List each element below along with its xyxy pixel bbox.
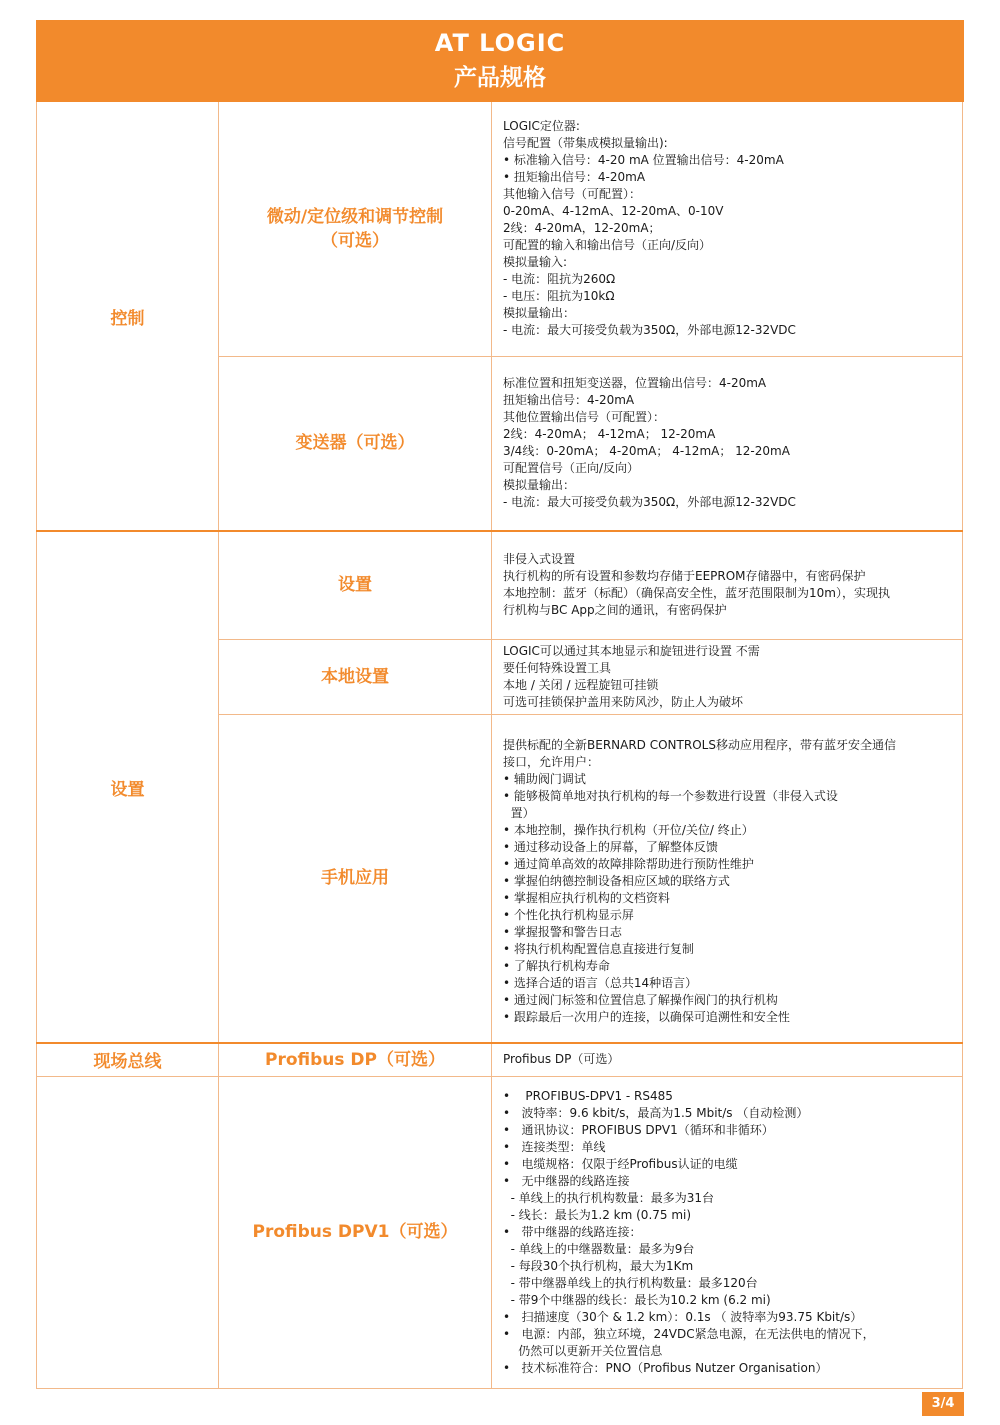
spec-lines [492,375,962,511]
spec-line: 非侵入式设置 [503,552,576,567]
spec-line: 信号配置（带集成模拟量输出): [503,136,668,151]
spec-line: • 本地控制，操作执行机构（开位/关位/ 终止） [503,822,754,837]
feature-label [219,102,492,356]
feature-label [219,1076,492,1388]
spec-cell [492,1076,963,1388]
spec-line: • 波特率：9.6 kbit/s，最高为1.5 Mbit/s （自动检测） [503,1105,809,1120]
spec-line: • 选择合适的语言（总共14种语言） [503,975,698,990]
spec-line: 可选可挂锁保护盖用来防风沙，防止人为破坏 [503,694,744,709]
spec-line: 模拟量输入: [503,255,568,270]
spec-line: • 标准输入信号：4-20 mA 位置输出信号：4-20mA [503,153,784,168]
spec-line: - 线长：最长为1.2 km (0.75 mi) [503,1207,692,1222]
spec-line: 执行机构的所有设置和参数均存储于EEPROM存储器中，有密码保护 [503,569,866,584]
spec-line: - 电压：阻抗为10kΩ [503,289,615,304]
section-label-fieldbus: 现场总线 [37,1043,219,1076]
spec-line: • 无中继器的线路连接 [503,1173,630,1188]
spec-line: 要任何特殊设置工具 [503,660,612,675]
spec-line: • 连接类型：单线 [503,1139,606,1154]
spec-line: 3/4线：0-20mA； 4-20mA； 4-12mA； 12-20mA [503,444,790,459]
spec-line: • PROFIBUS-DPV1 - RS485 [503,1088,673,1103]
feature-text: 本地设置 [321,666,389,687]
spec-lines [492,643,962,711]
page-title: 产品规格 [454,65,546,91]
spec-line: 标准位置和扭矩变送器，位置输出信号：4-20mA [503,376,767,391]
spec-line: - 电流：阻抗为260Ω [503,272,616,287]
spec-cell [492,102,963,356]
feature-label [219,356,492,531]
feature-label [219,1043,492,1076]
table-row [37,1043,963,1076]
spec-cell [492,714,963,1043]
spec-line: 本地控制：蓝牙（标配）（确保高安全性，蓝牙范围限制为10m），实现执 [503,586,890,601]
spec-line: - 单线上的中继器数量：最多为9台 [503,1241,695,1256]
page-header [36,20,964,102]
spec-lines [492,551,962,619]
feature-text: Profibus DP（可选） [264,1049,445,1070]
spec-line: 2线：4-20mA，12-20mA； [503,221,661,236]
spec-line: - 每段30个执行机构，最大为1Km [503,1258,694,1273]
table-row [37,531,963,639]
spec-line: • 掌握报警和警告日志 [503,924,622,939]
spec-line: 模拟量输出： [503,306,576,321]
table-row [37,102,963,356]
spec-line: • 带中继器的线路连接： [503,1224,642,1239]
spec-line: - 带9个中继器的线长：最长为10.2 km (6.2 mi) [503,1292,771,1307]
spec-line: • 能够极简单地对执行机构的每一个参数进行设置（非侵入式设 [503,788,838,803]
feature-label [219,531,492,639]
spec-line: 提供标配的全新BERNARD CONTROLS移动应用程序，带有蓝牙安全通信 [503,737,896,752]
feature-text: 设置 [338,575,372,596]
spec-line: 行机构与BC App之间的通讯，有密码保护 [503,603,727,618]
spec-line: • 掌握相应执行机构的文档资料 [503,890,670,905]
spec-line: - 电流：最大可接受负载为350Ω，外部电源12-32VDC [503,323,796,338]
spec-cell [492,356,963,531]
spec-line: • 电源：内部，独立环境，24VDC紧急电源，在无法供电的情况下， [503,1326,875,1341]
spec-line: 模拟量输出： [503,478,576,493]
table-row [37,1076,963,1388]
spec-line: • 扫描速度（30个 & 1.2 km）：0.1s （ 波特率为93.75 Kbit/s） [503,1309,863,1324]
feature-text: 微动/定位级和调节控制 （可选） [266,206,444,251]
spec-line: • 通过简单高效的故障排除帮助进行预防性维护 [503,856,754,871]
feature-text: Profibus DPV1（可选） [252,1222,458,1242]
spec-lines [492,731,962,1026]
spec-line: - 带中继器单线上的执行机构数量：最多120台 [503,1275,758,1290]
spec-lines [492,118,962,339]
spec-line: • 辅助阀门调试 [503,771,586,786]
spec-line: 置） [503,805,535,820]
spec-line: • 通过阀门标签和位置信息了解操作阀门的执行机构 [503,992,778,1007]
spec-lines [492,1088,962,1377]
spec-line: • 跟踪最后一次用户的连接，以确保可追溯性和安全性 [503,1009,790,1024]
spec-line: 0-20mA、4-12mA、12-20mA、0-10V [503,204,724,219]
spec-line: • 通过移动设备上的屏幕，了解整体反馈 [503,839,718,854]
spec-line: • 扭矩输出信号：4-20mA [503,170,646,185]
spec-line: 接口，允许用户： [503,754,600,769]
spec-cell [492,531,963,639]
spec-line: 本地 / 关闭 / 远程旋钮可挂锁 [503,677,659,692]
spec-line: • 个性化执行机构显示屏 [503,907,634,922]
feature-label [219,714,492,1043]
spec-line: 可配置的输入和输出信号（正向/反向） [503,238,712,253]
page-number: 3/4 [922,1392,964,1416]
spec-cell [492,1043,963,1076]
spec-line: 扭矩输出信号：4-20mA [503,393,635,408]
spec-line: • 技术标准符合：PNO（Profibus Nutzer Organisation） [503,1360,828,1375]
spec-line: LOGIC可以通过其本地显示和旋钮进行设置 不需 [503,643,760,658]
spec-line: 2线：4-20mA； 4-12mA； 12-20mA [503,427,716,442]
spec-cell [492,639,963,714]
spec-line: • 将执行机构配置信息直接进行复制 [503,941,694,956]
spec-line: • 电缆规格：仅限于经Profibus认证的电缆 [503,1156,738,1171]
spec-line: • 掌握伯纳德控制设备相应区域的联络方式 [503,873,730,888]
brand-title: AT LOGIC [434,29,566,57]
spec-line: 可配置信号（正向/反向） [503,461,640,476]
spec-lines [492,1051,962,1068]
spec-line: • 通讯协议：PROFIBUS DPV1（循环和非循环） [503,1122,774,1137]
feature-text: 变送器（可选） [295,433,415,454]
section-label-settings: 设置 [37,531,219,1043]
section-label-empty [37,1076,219,1388]
spec-line: - 单线上的执行机构数量：最多为31台 [503,1190,715,1205]
feature-text: 手机应用 [321,868,389,889]
spec-line: 其他输入信号（可配置）： [503,187,642,202]
spec-line: 仍然可以更新开关位置信息 [503,1343,663,1358]
spec-line: - 电流：最大可接受负载为350Ω，外部电源12-32VDC [503,495,796,510]
spec-line: • 了解执行机构寿命 [503,958,610,973]
spec-line: 其他位置输出信号（可配置）： [503,410,666,425]
spec-table [36,102,963,1389]
spec-line: Profibus DP（可选） [503,1052,620,1067]
feature-label [219,639,492,714]
section-label-control: 控制 [37,102,219,531]
spec-line: LOGIC定位器: [503,119,580,134]
